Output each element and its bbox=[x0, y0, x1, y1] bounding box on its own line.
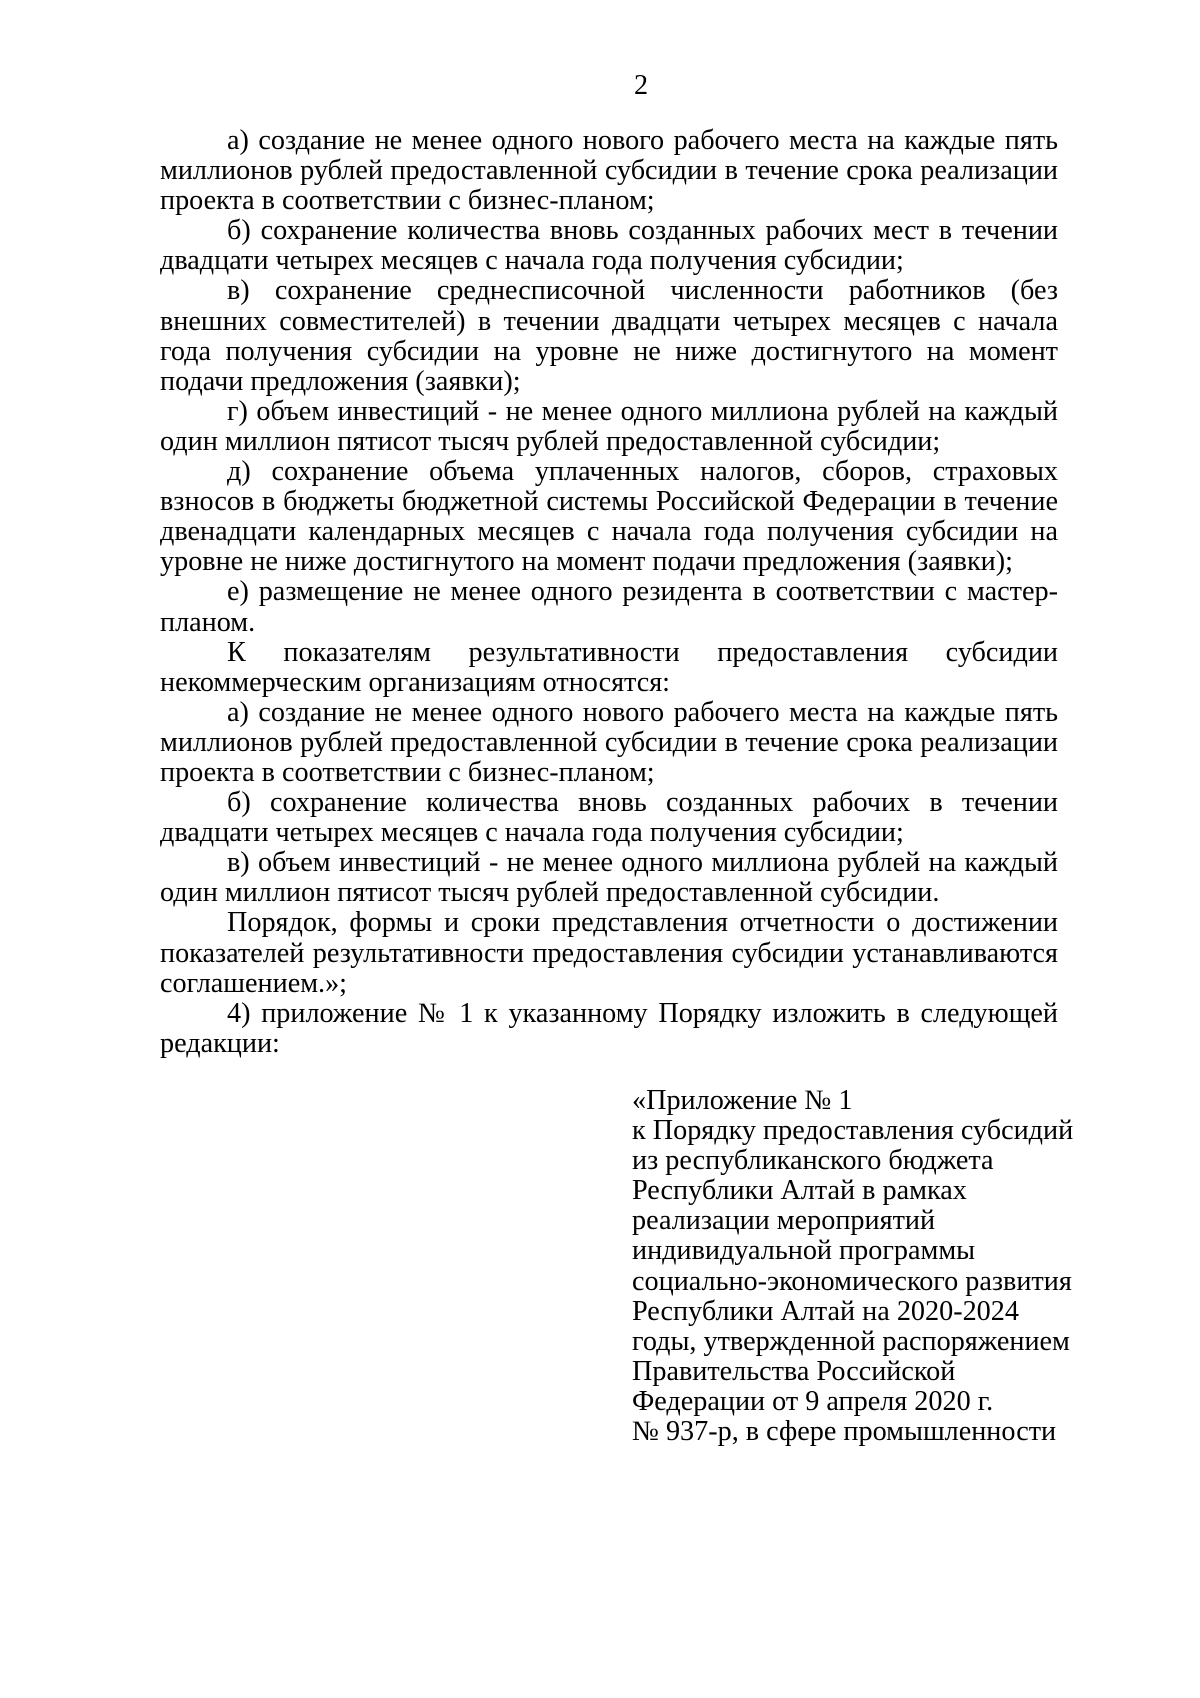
page-number: 2 bbox=[633, 70, 649, 101]
paragraph: Порядок, формы и сроки представления отчетности о достижении показателей результативности предоставления субсидии устанавливаются соглашением.»; bbox=[160, 907, 1058, 999]
paragraph: е) размещение не менее одного резидента в соответствии с мастер-планом. bbox=[160, 576, 1058, 638]
paragraph: б) сохранение количества вновь созданных рабочих мест в течении двадцати четырех месяцев с начала года получения субсидии; bbox=[160, 215, 1058, 277]
appendix-line: Федерации от 9 апреля 2020 г. bbox=[632, 1385, 994, 1417]
paragraph: в) сохранение среднесписочной численности работников (без внешних совместителей) в течении двадцати четырех месяцев с начала года получения субсидии на уровне не ниже достигнутого на момент подачи предложения (заявки); bbox=[160, 275, 1058, 397]
appendix-line: реализации мероприятий bbox=[632, 1205, 936, 1237]
paragraph: а) создание не менее одного нового рабочего места на каждые пять миллионов рублей предоставленной субсидии в течение срока реализации проекта в соответствии с бизнес-планом; bbox=[160, 125, 1058, 217]
appendix-line: индивидуальной программы bbox=[632, 1235, 976, 1267]
appendix-line: Республики Алтай на 2020-2024 bbox=[632, 1295, 1019, 1327]
appendix-line: социально-экономического развития bbox=[632, 1265, 1072, 1297]
appendix-line: «Приложение № 1 bbox=[632, 1085, 853, 1116]
paragraph: в) объем инвестиций - не менее одного миллиона рублей на каждый один миллион пятисот тысяч рублей предоставленной субсидии. bbox=[160, 847, 1058, 909]
body-text bbox=[160, 126, 1058, 1059]
paragraph: а) создание не менее одного нового рабочего места на каждые пять миллионов рублей предоставленной субсидии в течение срока реализации проекта в соответствии с бизнес-планом; bbox=[160, 696, 1058, 788]
appendix-line: № 937-р, в сфере промышленности bbox=[632, 1416, 1057, 1448]
paragraph: д) сохранение объема уплаченных налогов, сборов, страховых взносов в бюджеты бюджетной системы Российской Федерации в течение двенадцати календарных месяцев с начала года получения субсидии на уровне не ниже достигнутого на момент подачи предложения (заявки); bbox=[160, 456, 1058, 578]
paragraph: К показателям результативности предоставления субсидии некоммерческим организациям относятся: bbox=[160, 636, 1058, 698]
appendix-line: Республики Алтай в рамках bbox=[632, 1175, 967, 1207]
paragraph: б) сохранение количества вновь созданных рабочих в течении двадцати четырех месяцев с начала года получения субсидии; bbox=[160, 787, 1058, 849]
appendix-line: к Порядку предоставления субсидий bbox=[632, 1115, 1074, 1147]
appendix-line: Правительства Российской bbox=[632, 1355, 956, 1387]
appendix-line: годы, утвержденной распоряжением bbox=[632, 1325, 1070, 1357]
paragraph: 4) приложение № 1 к указанному Порядку изложить в следующей редакции: bbox=[160, 997, 1058, 1059]
appendix-heading bbox=[632, 1085, 1074, 1448]
appendix-line: из республиканского бюджета bbox=[632, 1145, 994, 1177]
paragraph: г) объем инвестиций - не менее одного миллиона рублей на каждый один миллион пятисот тысяч рублей предоставленной субсидии; bbox=[160, 395, 1058, 457]
